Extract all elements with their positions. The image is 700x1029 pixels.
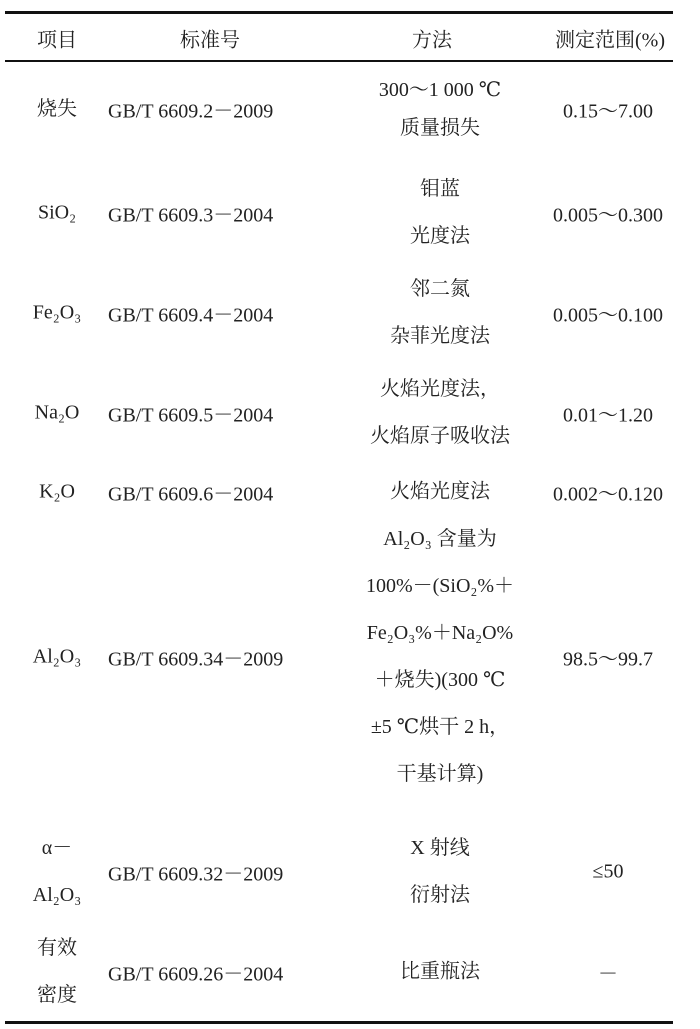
item-cell [38,190,76,237]
item-cell [35,390,80,437]
item-cell [39,469,75,516]
method-cell-line: 光度法 [410,225,470,247]
item-cell-line: Na₂O [34,401,80,424]
method-cell [390,469,490,516]
item-cell-line: Al₂O₃ [32,645,82,668]
standard-cell: GB/T 6609.3－2004 [108,204,274,227]
header-standard: 标准号 [180,29,240,52]
standard-cell: GB/T 6609.26－2004 [108,963,284,986]
item-cell-line: Al₂O₃ [32,884,82,906]
standard-cell: GB/T 6609.6－2004 [108,483,274,506]
method-cell [370,366,510,460]
method-cell-line: 300～1 000 ℃ [378,79,502,101]
item-cell-line: SiO₂ [37,201,77,224]
range-cell: 98.5～99.7 [563,648,653,671]
item-cell-line: α－ [41,837,73,859]
method-cell-line: 邻二氮 [410,278,470,300]
method-cell [379,71,501,147]
item-cell [37,925,77,1019]
standard-cell: GB/T 6609.32－2009 [108,863,284,886]
item-cell [37,90,77,128]
method-cell-line: ＋烧失)(300 ℃ [374,669,506,691]
method-cell [400,949,480,996]
method-cell-line: 钼蓝 [420,178,460,200]
item-cell [33,634,81,681]
header-method: 方法 [412,29,452,52]
header-range: 测定范围(%) [555,29,665,52]
range-cell: 0.005～0.300 [553,204,663,227]
standard-cell: GB/T 6609.5－2004 [108,404,274,427]
range-cell: 0.002～0.120 [553,483,663,506]
header-rule [5,60,673,62]
method-cell-line: 火焰光度法 [390,480,490,503]
item-cell-line: K₂O [39,480,75,503]
item-cell-line: 密度 [37,984,77,1006]
range-cell: 0.01～1.20 [563,404,653,427]
method-cell-line: ±5 ℃烘干 2 h， [370,716,510,738]
bottom-rule [5,1021,673,1024]
method-cell-line: 火焰原子吸收法 [370,425,510,447]
method-cell-line: 火焰光度法， [380,378,500,400]
range-cell: 0.15～7.00 [563,100,653,123]
top-rule [5,11,673,14]
method-cell [410,166,470,260]
standard-cell: GB/T 6609.4－2004 [108,304,274,327]
range-cell: 0.005～0.100 [553,304,663,327]
item-cell-line: 烧失 [37,98,77,120]
item-cell-line: Fe₂O₃ [32,301,82,324]
item-cell-line: 有效 [37,937,77,959]
standard-cell: GB/T 6609.34－2009 [108,648,284,671]
method-cell-line: 干基计算) [396,763,484,785]
method-cell-line: 杂菲光度法 [390,325,490,347]
method-cell-line: Fe₂O₃%＋Na₂O% [366,622,514,644]
method-cell-line: 衍射法 [410,884,470,906]
method-cell [410,825,470,919]
range-cell: ≤50 [592,860,624,883]
item-cell [33,290,81,337]
method-cell-line: 100%－(SiO₂%＋ [365,575,515,597]
method-cell-line: 比重瓶法 [400,960,480,983]
range-cell: － [598,963,618,986]
method-cell-line: X 射线 [410,837,470,859]
method-cell-line: Al₂O₃ 含量为 [383,528,497,550]
method-cell [390,266,490,360]
standard-cell: GB/T 6609.2－2009 [108,100,274,123]
method-cell [366,516,514,798]
method-cell-line: 质量损失 [400,117,480,139]
header-item: 项目 [37,29,77,52]
item-cell [33,825,81,919]
